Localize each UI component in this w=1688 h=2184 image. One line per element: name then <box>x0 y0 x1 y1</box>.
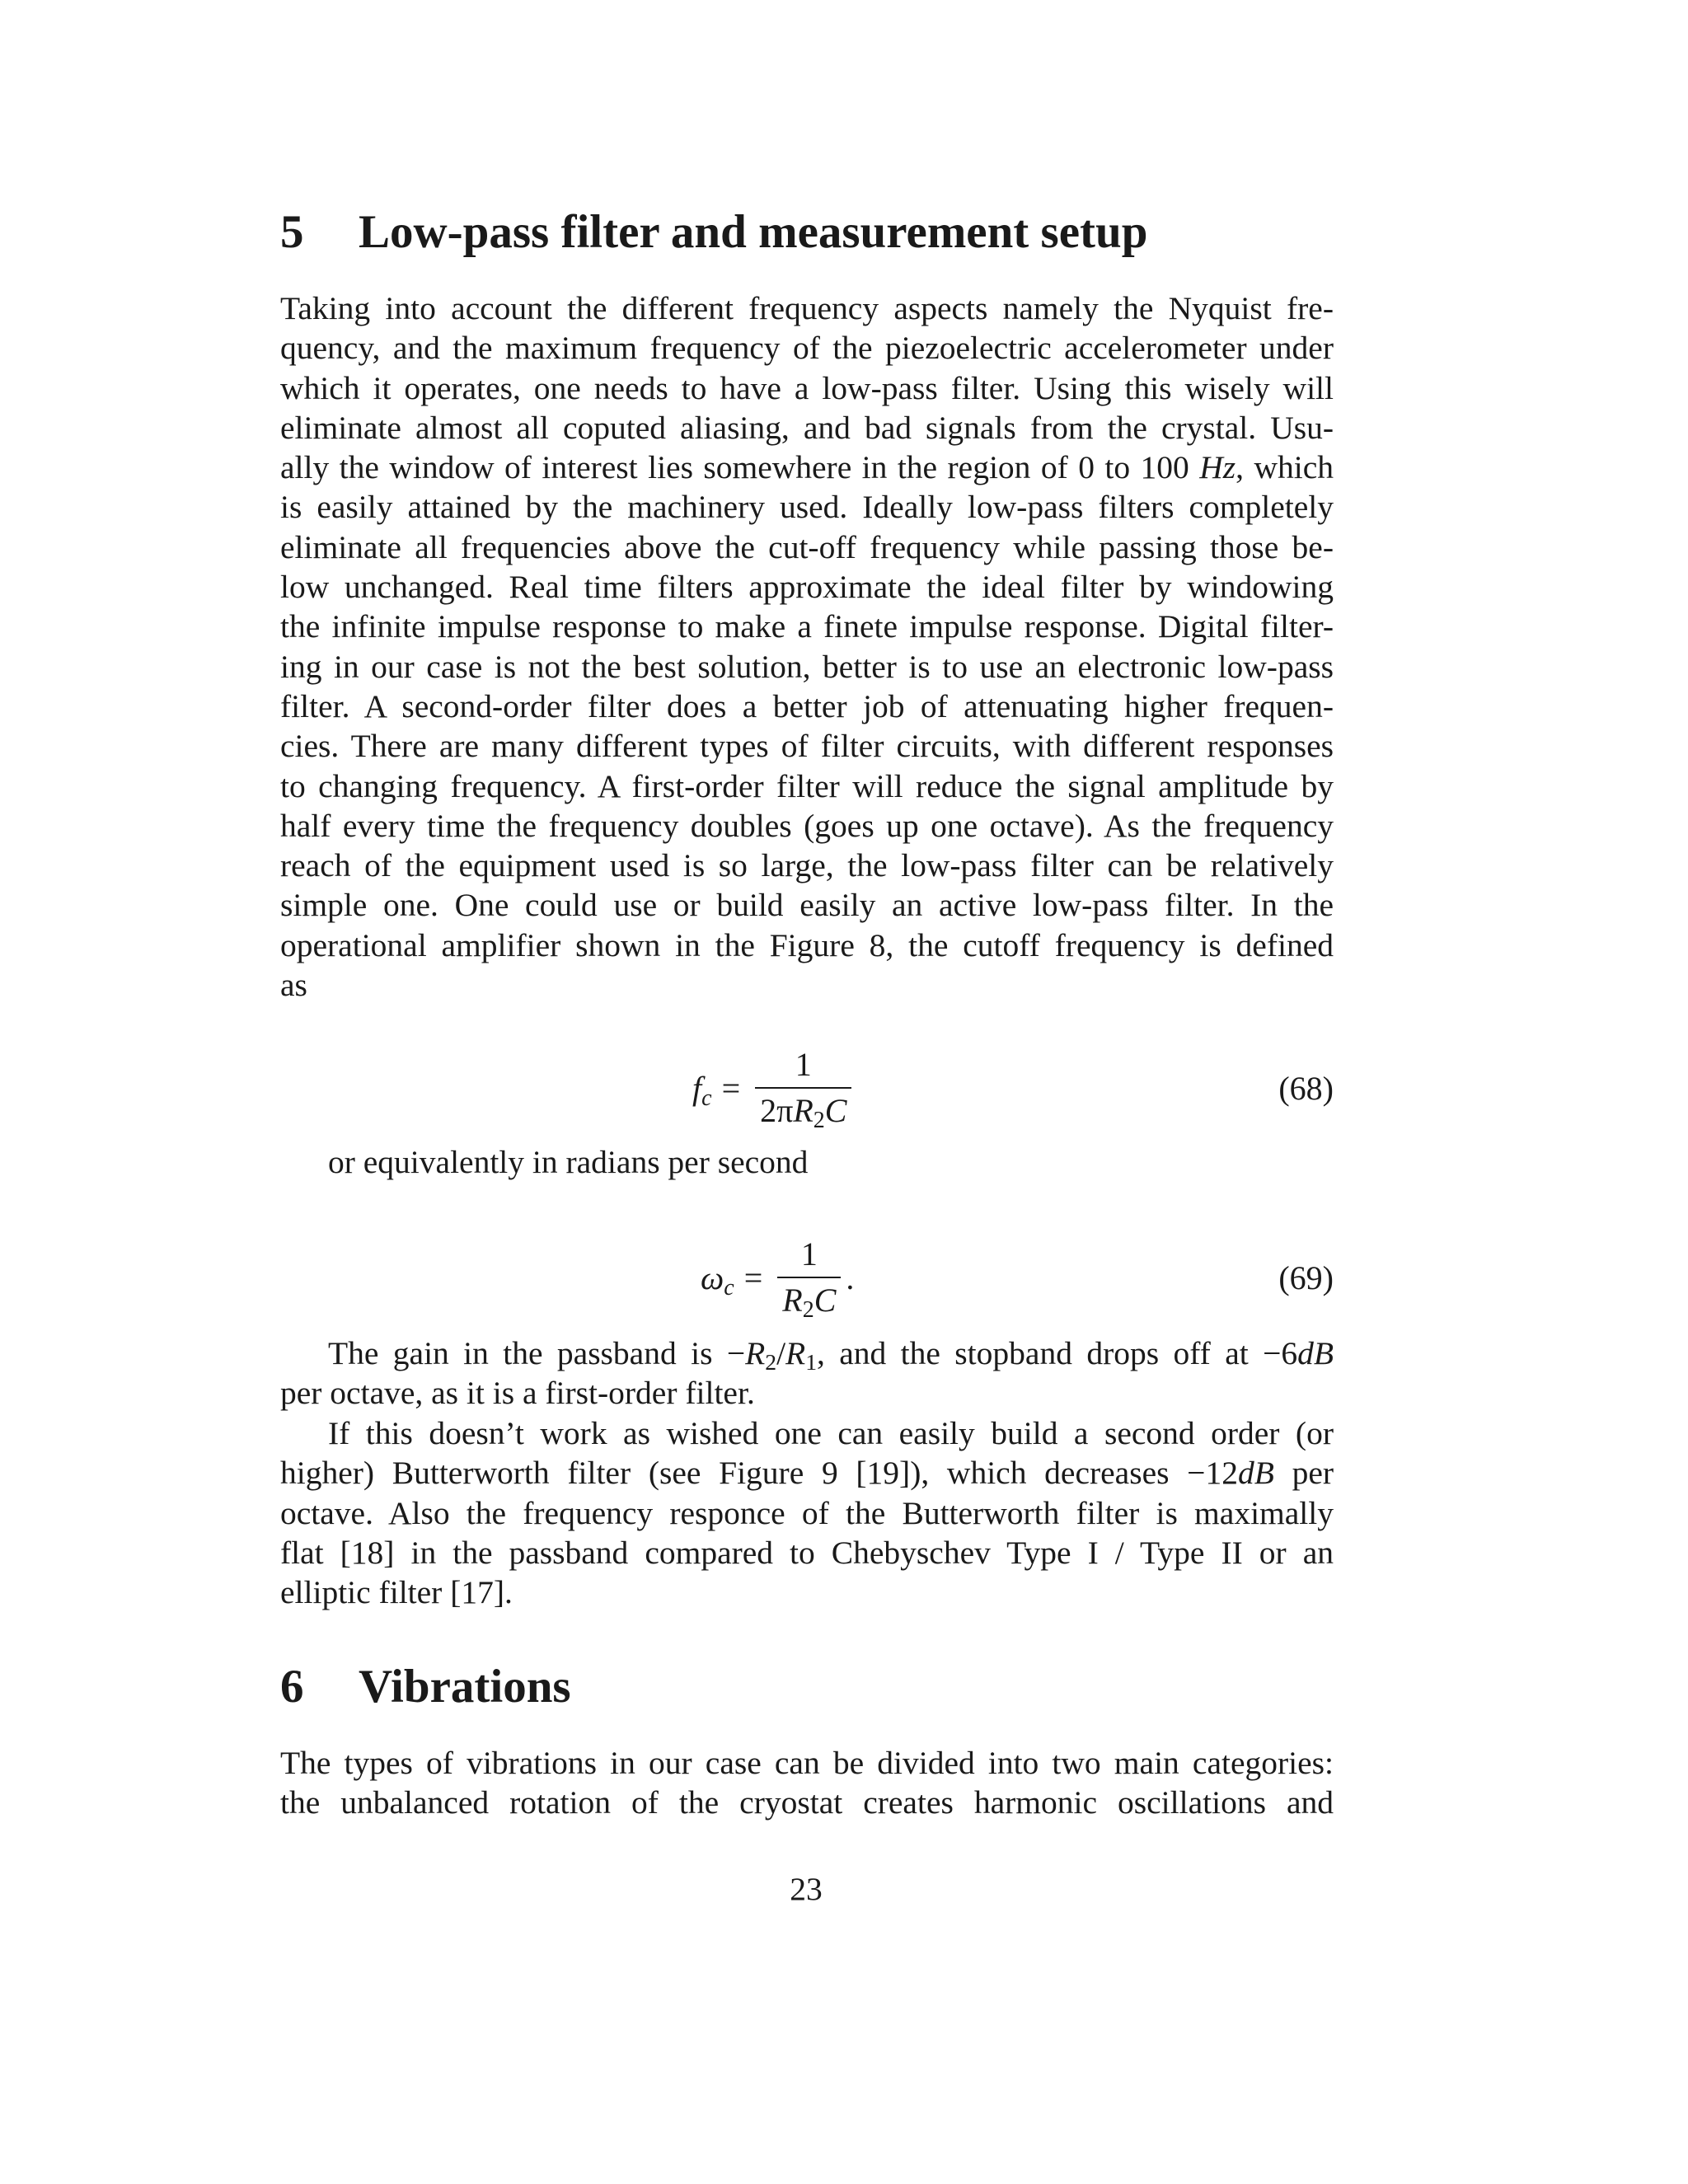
numerator: 1 <box>795 1046 812 1083</box>
eq-lhs: $\omega_c$ <box>701 1258 734 1301</box>
text-line: operational amplifier shown in the Figure 8, the cutoff frequency is defined <box>280 926 1334 963</box>
text-line: cies. There are many different types of filter circuits, with different responses <box>280 728 1334 765</box>
section6-paragraph-1 <box>280 1743 1334 1823</box>
text-line <box>280 448 1334 487</box>
text-line: the infinite impulse response to make a finete impulse response. Digital filter- <box>280 608 1334 645</box>
numerator: 1 <box>800 1235 818 1272</box>
equation-formula <box>692 1038 856 1137</box>
section-heading-6 <box>280 1661 571 1713</box>
text-line: octave. Also the frequency responce of the Butterworth filter is maximally <box>280 1494 1334 1531</box>
text-line: flat [18] in the passband compared to Chebyschev Type I / Type II or an <box>280 1534 1334 1571</box>
section-title: Low-pass filter and measurement setup <box>359 206 1148 258</box>
text-line: eliminate almost all coputed aliasing, and bad signals from the crystal. Usu- <box>280 409 1334 446</box>
equation-number: (68) <box>1278 1070 1334 1107</box>
equation-69 <box>280 1228 1334 1327</box>
equation-number: (69) <box>1278 1259 1334 1296</box>
text-line: filter. A second-order filter does a better job of attenuating higher frequen- <box>280 687 1334 724</box>
section-number: 5 <box>280 206 304 258</box>
denominator: $R_2C$ <box>777 1277 841 1319</box>
section-heading-5 <box>280 206 1147 259</box>
text-line: ing in our case is not the best solution, better is to use an electronic low-pass <box>280 648 1334 685</box>
text-line: eliminate all frequencies above the cut-off frequency while passing those be- <box>280 528 1334 565</box>
text-line: which it operates, one needs to have a low-pass filter. Using this wisely will <box>280 369 1334 406</box>
denominator: $2\pi R_2C$ <box>755 1087 851 1130</box>
text-line: is easily attained by the machinery used. Ideally low-pass filters completely <box>280 489 1334 526</box>
eq-trailing-period: . <box>846 1258 855 1296</box>
eq-lhs: $f_c$ <box>692 1069 712 1111</box>
text-line: low unchanged. Real time filters approximate the ideal filter by windowing <box>280 569 1334 606</box>
text-line: Taking into account the different frequency aspects namely the Nyquist fre- <box>280 290 1334 326</box>
page-number: 23 <box>790 1871 823 1907</box>
equation-formula <box>701 1228 854 1327</box>
between-equations-text: or equivalently in radians per second <box>328 1144 809 1180</box>
text-line: The gain in the passband is $-R_2/R_1$, and the stopband drops off at −6dB <box>328 1335 1334 1375</box>
text-line: half every time the frequency doubles (goes up one octave). As the frequency <box>280 807 1334 844</box>
eq-equals: = <box>721 1069 741 1107</box>
text-line: elliptic filter [17]. <box>280 1574 513 1611</box>
text-line: higher) Butterworth filter (see Figure 9 [19]), which decreases −12dB per <box>280 1455 1334 1492</box>
eq-equals: = <box>743 1258 763 1296</box>
section5-paragraph-2 <box>280 1333 1334 1413</box>
text-line: reach of the equipment used is so large, the low-pass filter can be relatively <box>280 847 1334 884</box>
equation-68 <box>280 1038 1334 1137</box>
fraction <box>777 1235 841 1323</box>
text-line: to changing frequency. A first-order filter will reduce the signal amplitude by <box>280 767 1334 804</box>
text-line: If this doesn’t work as wished one can easily build a second order (or <box>328 1415 1334 1451</box>
text-line: per octave, as it is a first-order filter. <box>280 1375 755 1412</box>
text-line: The types of vibrations in our case can be divided into two main categories: <box>280 1745 1334 1781</box>
text-fragment: , which <box>1236 449 1334 486</box>
fraction <box>755 1046 851 1133</box>
text-line: the unbalanced rotation of the cryostat creates harmonic oscillations and <box>280 1784 1334 1821</box>
section5-paragraph-3 <box>280 1413 1334 1612</box>
text-line: as <box>280 967 307 1004</box>
math-unit-hz: Hz <box>1199 449 1236 486</box>
text-fragment: ally the window of interest lies somewhere in the region of 0 to 100 <box>280 449 1200 486</box>
section-number: 6 <box>280 1661 304 1713</box>
section5-paragraph-1 <box>280 288 1334 1005</box>
text-line: quency, and the maximum frequency of the piezoelectric accelerometer under <box>280 330 1334 367</box>
section-title: Vibrations <box>359 1661 571 1713</box>
text-line: simple one. One could use or build easily an active low-pass filter. In the <box>280 887 1334 924</box>
